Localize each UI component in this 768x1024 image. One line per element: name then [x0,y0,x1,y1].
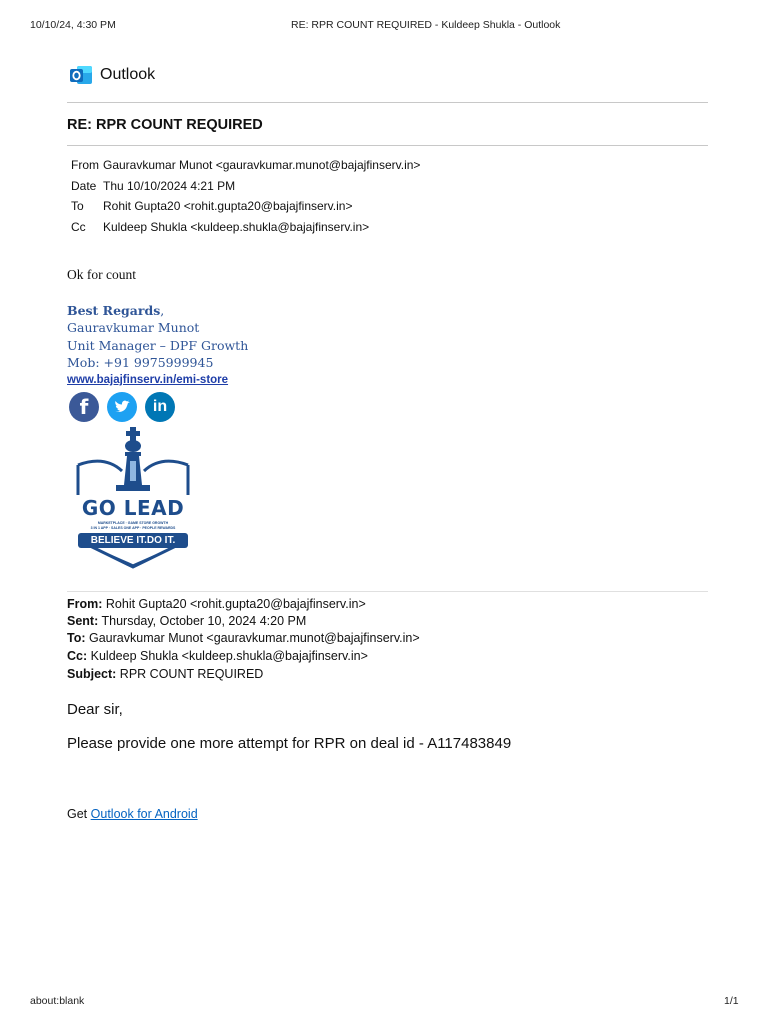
fwd-from-value: Rohit Gupta20 <rohit.gupta20@bajajfinserv.in> [105,597,366,611]
signature-link[interactable]: www.bajajfinserv.in/emi-store [67,374,229,386]
fwd-from-label: From: [67,597,103,611]
signature-title: Unit Manager – DPF Growth [67,338,249,353]
signature-mobile: Mob: +91 9975999945 [67,355,214,370]
fwd-sent-value: Thursday, October 10, 2024 4:20 PM [101,614,307,628]
fwd-sent-label: Sent: [67,614,99,628]
fwd-subject [67,667,263,681]
divider [67,145,708,146]
fwd-to-label: To: [67,631,86,645]
fwd-subject-label: Subject: [67,667,117,681]
divider [67,591,708,592]
regards-bold: Best Regards [67,303,161,318]
outlook-icon [69,63,93,87]
fwd-cc-value: Kuldeep Shukla <kuldeep.shukla@bajajfinserv.in> [90,649,368,663]
fwd-subject-value: RPR COUNT REQUIRED [119,667,264,681]
signature-regards [67,303,164,318]
fwd-to-value: Gauravkumar Munot <gauravkumar.munot@bajajfinserv.in> [89,631,420,645]
email-subject: RE: RPR COUNT REQUIRED [67,117,263,133]
from-value[interactable]: Gauravkumar Munot <gauravkumar.munot@bajajfinserv.in> [103,158,421,172]
get-prefix: Get [67,807,88,821]
print-title: RE: RPR COUNT REQUIRED - Kuldeep Shukla - Outlook [291,19,561,31]
date-value: Thu 10/10/2024 4:21 PM [103,179,236,193]
to-label: To [71,199,84,213]
signature-name: Gauravkumar Munot [67,320,200,335]
fwd-cc-label: Cc: [67,649,88,663]
linkedin-icon[interactable]: in [145,392,175,422]
fwd-cc [67,649,368,663]
regards-comma: , [160,303,165,318]
print-datetime: 10/10/24, 4:30 PM [30,19,116,31]
logo-tagline-1: MARKETPLACE · GAME STORE GROWTH [97,521,169,525]
print-footer-url: about:blank [30,995,85,1007]
get-outlook-line [67,807,198,821]
print-page-number: 1/1 [724,995,739,1007]
fwd-greeting: Dear sir, [67,701,123,718]
facebook-icon[interactable]: f [69,392,99,422]
fwd-from [67,597,366,611]
fwd-body: Please provide one more attempt for RPR on deal id - A117483849 [67,735,512,752]
cc-value[interactable]: Kuldeep Shukla <kuldeep.shukla@bajajfinserv.in> [103,220,370,234]
fwd-sent [67,614,306,628]
date-label: Date [71,179,97,193]
to-value[interactable]: Rohit Gupta20 <rohit.gupta20@bajajfinserv.in> [103,199,353,213]
cc-label: Cc [71,220,86,234]
fwd-to [67,631,420,645]
twitter-icon[interactable] [107,392,137,422]
divider [67,102,708,103]
outlook-app-title: Outlook [100,66,156,83]
logo-main-text: GO LEAD [81,496,185,520]
from-label: From [71,158,99,172]
logo-banner: BELIEVE IT.DO IT. [78,533,188,548]
email-body: Ok for count [67,267,136,282]
outlook-android-link[interactable]: Outlook for Android [90,807,198,821]
logo-tagline-2: 3 IN 1 APP · SALES ONE APP · PEOPLE REWARDS [90,526,176,530]
